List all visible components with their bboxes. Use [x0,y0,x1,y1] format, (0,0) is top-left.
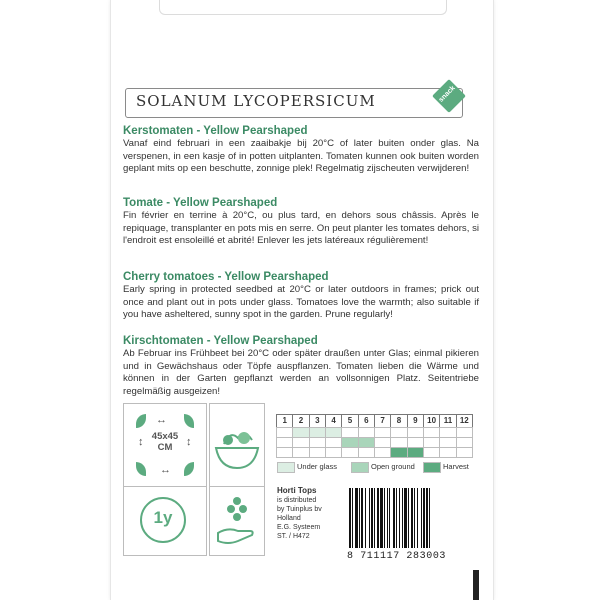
spacing-label [147,431,183,453]
calendar-month-2: 2 [292,414,309,428]
calendar-month-6: 6 [358,414,375,428]
footer-bar [473,570,479,600]
calendar-month-1: 1 [276,414,293,428]
hand-seeds-icon [210,487,264,555]
horizontal-arrow-icon: ↔ [156,414,167,426]
section-text: Fin février en terrine à 20°C, ou plus tard, en dehors sous châssis. Après le repiquage, transplanter en pots mis en serre. On peut planter les tomates dehors, si l'endroit est ensoleillé et abrité! Enlever les jets latéreaux régulièrement! [123,210,479,247]
harvest-cell [423,447,440,458]
spacing-value: 45x45 [151,431,179,442]
snack-badge-label: snack [437,84,457,104]
harvest-cell [309,447,326,458]
harvest-cell [456,447,473,458]
distributor-line: ST. / H472 [277,533,310,540]
section-title: Tomate - Yellow Pearshaped [123,197,278,209]
calendar-month-header [277,414,473,428]
section-text: Ab Februar ins Frühbeet bei 20°C oder später draußen unter Glas; einmal pikieren und in Gewächshaus oder Töpfe auspflanzen. Tomaten lieben die Wärme und können in der Garten gepflanzt werden an vollsonnigen Platz. Seitentriebe regelmäßig ausgeizen! [123,348,479,397]
calendar-month-10: 10 [423,414,440,428]
harvest-cell [407,447,424,458]
calendar-month-8: 8 [390,414,407,428]
harvest-cell [325,447,342,458]
section-title: Kirschtomaten - Yellow Pearshaped [123,335,318,347]
calendar-month-4: 4 [325,414,342,428]
barcode-bar [393,488,395,548]
barcode-bar [402,488,403,548]
lifecycle-icon-box [123,486,207,556]
barcode-bar [423,488,425,548]
vertical-arrow-icon: ↕ [138,436,144,448]
section-french [123,196,479,248]
leaf-icon [184,414,194,428]
barcode-bar [352,488,353,548]
distributor-info [277,486,335,541]
barcode-bar [411,488,413,548]
barcode-bar [369,488,370,548]
legend-swatch-open-ground [351,462,369,473]
barcode-bar [426,488,428,548]
latin-name-box [125,88,463,118]
spacing-icon-box [123,403,207,487]
section-german [123,334,479,398]
harvest-cell [276,447,293,458]
distributor-line: E.G. Systeem [277,524,321,531]
legend-label-open-ground: Open ground [371,462,415,471]
section-title: Cherry tomatoes - Yellow Pearshaped [123,271,329,283]
harvest-cell [341,447,358,458]
section-title: Kerstomaten - Yellow Pearshaped [123,125,308,137]
distributor-line: is distributed [277,497,317,504]
barcode [347,488,471,548]
legend-swatch-under-glass [277,462,295,473]
seed-packet-back [110,0,494,600]
harvest-cell [292,447,309,458]
barcode-bar [374,488,375,548]
horizontal-arrow-icon: ↔ [160,464,171,476]
barcode-bar [349,488,351,548]
harvest-cell [374,447,391,458]
distributor-line: by Tuinplus bv [277,506,322,513]
lifecycle-label: 1y [153,508,173,527]
calendar-month-9: 9 [407,414,424,428]
barcode-number: 8 711117 283003 [347,551,447,562]
section-text: Vanaf eind februari in een zaaibakje bij 20°C of later buiten onder glas. Na verspenen, in een kasje of in potten uitplanten. Tomaten kunnen ook buiten worden geplant mits op een beschutte, zonnige plek! Regelmatig zijscheuten verwijderen! [123,138,479,175]
latin-name: SOLANUM LYCOPERSICUM [136,92,376,110]
calendar-row-harvest [277,448,473,458]
sowing-calendar [277,414,473,458]
sowing-hand-icon-box [209,486,265,556]
section-text: Early spring in protected seedbed at 20°C or later outdoors in frames; prick out once and plant out in pots under glass. Tomatoes love the warmth; also suitable if you have asheltered, sunny spot in the garden. Prune regularly! [123,284,479,321]
barcode-bar [389,488,390,548]
harvest-cell [439,447,456,458]
annual-icon [140,497,186,543]
calendar-month-7: 7 [374,414,391,428]
vertical-arrow-icon: ↕ [186,436,192,448]
calendar-month-3: 3 [309,414,326,428]
packet-flap [159,0,447,15]
distributor-line: Holland [277,515,301,522]
barcode-bar [408,488,409,548]
barcode-bar [371,488,373,548]
barcode-bar [359,488,360,548]
salad-bowl-icon [210,404,264,486]
barcode-bar [399,488,400,548]
calendar-month-12: 12 [456,414,473,428]
section-english [123,270,479,322]
legend-label-harvest: Harvest [443,462,469,471]
barcode-bar [387,488,388,548]
bowl-icon-box [209,403,265,487]
barcode-bar [417,488,418,548]
leaf-icon [136,414,146,428]
harvest-cell [358,447,375,458]
barcode-bar [355,488,358,548]
barcode-bar [414,488,415,548]
distributor-name: Horti Tops [277,486,317,495]
barcode-bar [361,488,363,548]
barcode-bar [380,488,383,548]
barcode-bar [377,488,379,548]
barcode-bar [421,488,422,548]
calendar-month-11: 11 [439,414,456,428]
barcode-bar [384,488,385,548]
legend-label-under-glass: Under glass [297,462,338,471]
barcode-bar [404,488,407,548]
calendar-legend [277,462,487,472]
legend-swatch-harvest [423,462,441,473]
section-dutch [123,124,479,176]
spacing-unit: CM [157,442,173,453]
leaf-icon [136,462,146,476]
barcode-bar [365,488,366,548]
calendar-month-5: 5 [341,414,358,428]
leaf-icon [184,462,194,476]
barcode-bar [429,488,430,548]
harvest-cell [390,447,407,458]
barcode-bar [396,488,397,548]
